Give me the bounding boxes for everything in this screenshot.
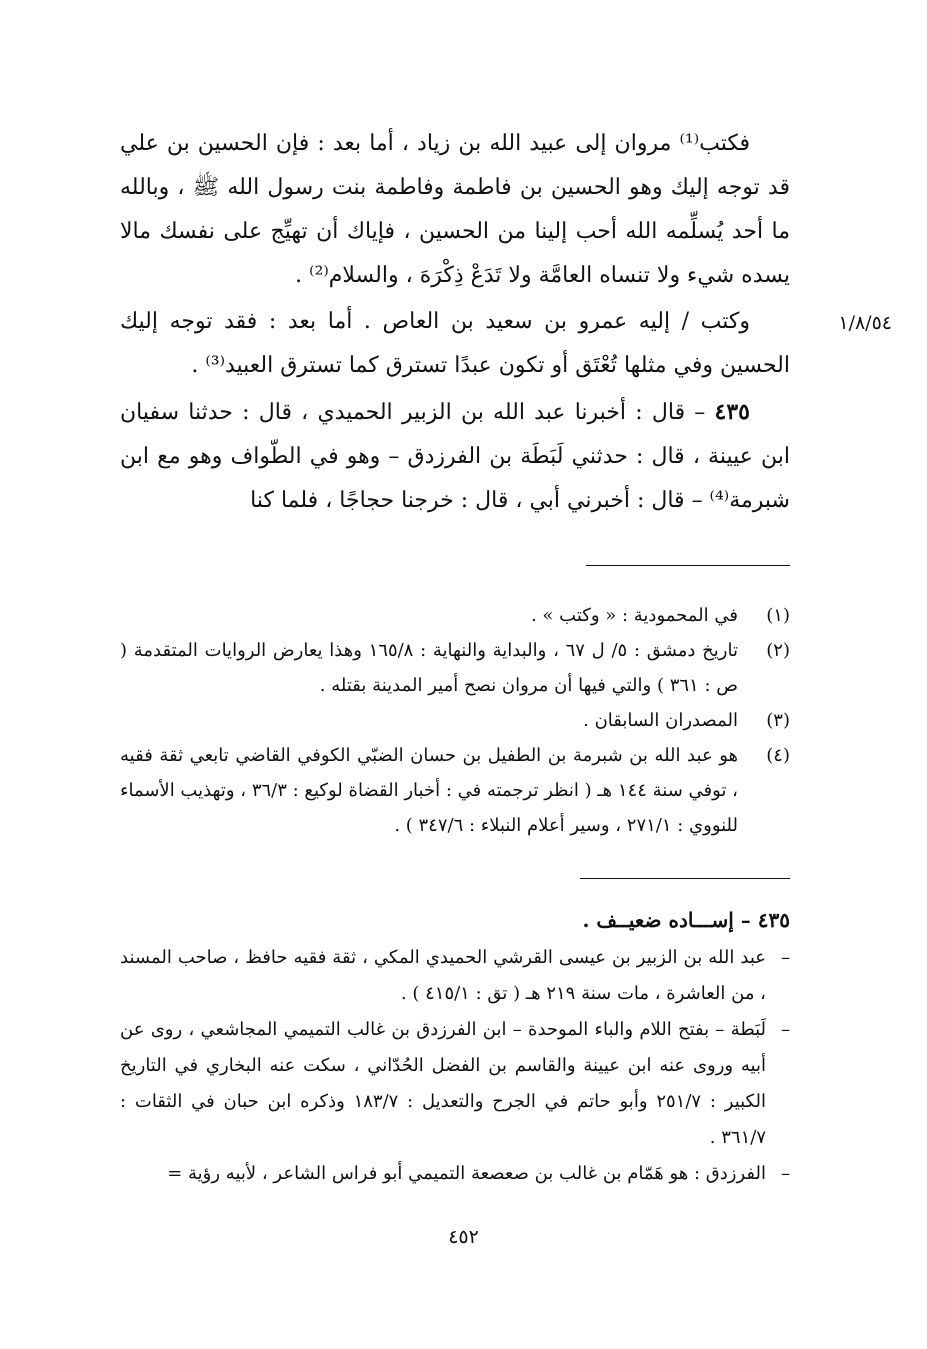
list-item — [120, 1012, 790, 1156]
isnad-section — [120, 902, 790, 1192]
footnotes — [120, 598, 790, 843]
list-item — [120, 1156, 790, 1192]
list-item-text: عبد الله بن الزبير بن عيسى القرشي الحميدي المكي ، ثقة فقيه حافظ ، صاحب المسند ، من العاشرة ، مات سنة ٢١٩ هـ ( تق : ٤١٥/١ ) . — [120, 947, 766, 1004]
footnote-text: في المحمودية : « وكتب » . — [530, 605, 738, 626]
footnote — [120, 703, 790, 738]
footnote-divider — [586, 565, 790, 566]
footnote — [120, 633, 790, 703]
paragraph-hadith — [120, 390, 790, 523]
dash-marker: – — [781, 947, 790, 968]
footnote — [120, 738, 790, 843]
dash-marker: – — [781, 1019, 790, 1040]
paragraph-amr-letter: وكتب / إليه عمرو بن سعيد بن العاص . أما بعد : فقد توجه إليك الحسين وفي مثلها تُعْتَق أو تكون عبدًا تسترق كما تسترق العبيد⁽³⁾ . — [120, 309, 790, 378]
main-text — [120, 122, 790, 525]
isnad-divider — [580, 878, 790, 879]
margin-reference: ١/٨/٥٤ — [838, 312, 892, 334]
list-item-text: لَبَطة – بفتح اللام والباء الموحدة – ابن الفرزدق بن غالب التميمي المجاشعي ، روى عن أبيه وروى عنه ابن عيينة والقاسم بن الفضل الحُدّاني ، سكت عنه البخاري في التاريخ الكبير : ٢٥١/٧ وأبو حاتم في الجرح والتعديل : ١٨٣/٧ وذكره ابن حبان في الثقات : ٣٦١/٧ . — [120, 1019, 766, 1148]
page-number: ٤٥٢ — [448, 1226, 479, 1248]
paragraph-marwan-letter: فكتب⁽¹⁾ مروان إلى عبيد الله بن زياد ، أما بعد : فإن الحسين بن علي قد توجه إليك وهو الحسين بن فاطمة وفاطمة بنت رسول الله ﷺ ، وبالله ما أحد يُسلِّمه الله أحب إلينا من الحسين ، فإياك أن تهيِّج على نفسك مالا يسده شيء ولا تنساه العامَّة ولا تَدَعْ ذِكْرَهَ ، والسلام⁽²⁾ . — [120, 131, 790, 288]
footnote-text: المصدران السابقان . — [583, 710, 738, 731]
hadith-text: – قال : أخبرنا عبد الله بن الزبير الحميدي ، قال : حدثنا سفيان ابن عيينة ، قال : حدثني لَبَطَة بن الفرزدق – وهو في الطّواف وهو مع ابن شبرمة⁽⁴⁾ – قال : أخبرني أبي ، قال : خرجنا حجاجًا ، فلما كنا — [120, 400, 790, 513]
footnote-text: تاريخ دمشق : ٥/ ل ٦٧ ، والبداية والنهاية : ١٦٥/٨ وهذا يعارض الروايات المتقدمة ( ص : ٣٦١ ) والتي فيها أن مروان نصح أمير المدينة بقتله . — [120, 640, 738, 696]
dash-marker: – — [781, 1163, 790, 1184]
isnad-heading: ٤٣٥ – إســـاده ضعيــف . — [582, 908, 790, 932]
footnote-number: (٢) — [766, 640, 790, 661]
footnote-number: (١) — [766, 605, 790, 626]
footnote-number: (٣) — [766, 710, 790, 731]
hadith-number: ٤٣٥ — [714, 399, 750, 425]
footnote-number: (٤) — [766, 745, 790, 766]
footnote — [120, 598, 790, 633]
list-item — [120, 940, 790, 1012]
footnote-text: هو عبد الله بن شبرمة بن الطفيل بن حسان الضبّي الكوفي القاضي تابعي ثقة فقيه ، توفي سنة ١٤٤ هـ ( انظر ترجمته في : أخبار القضاة لوكيع : ٣٦/٣ ، وتهذيب الأسماء للنووي : ٢٧١/١ ، وسير أعلام النبلاء : ٣٤٧/٦ ) . — [120, 745, 738, 836]
list-item-text: الفرزدق : هو هَمّام بن غالب بن صعصعة التميمي أبو فراس الشاعر ، لأبيه رؤية = — [167, 1163, 766, 1184]
